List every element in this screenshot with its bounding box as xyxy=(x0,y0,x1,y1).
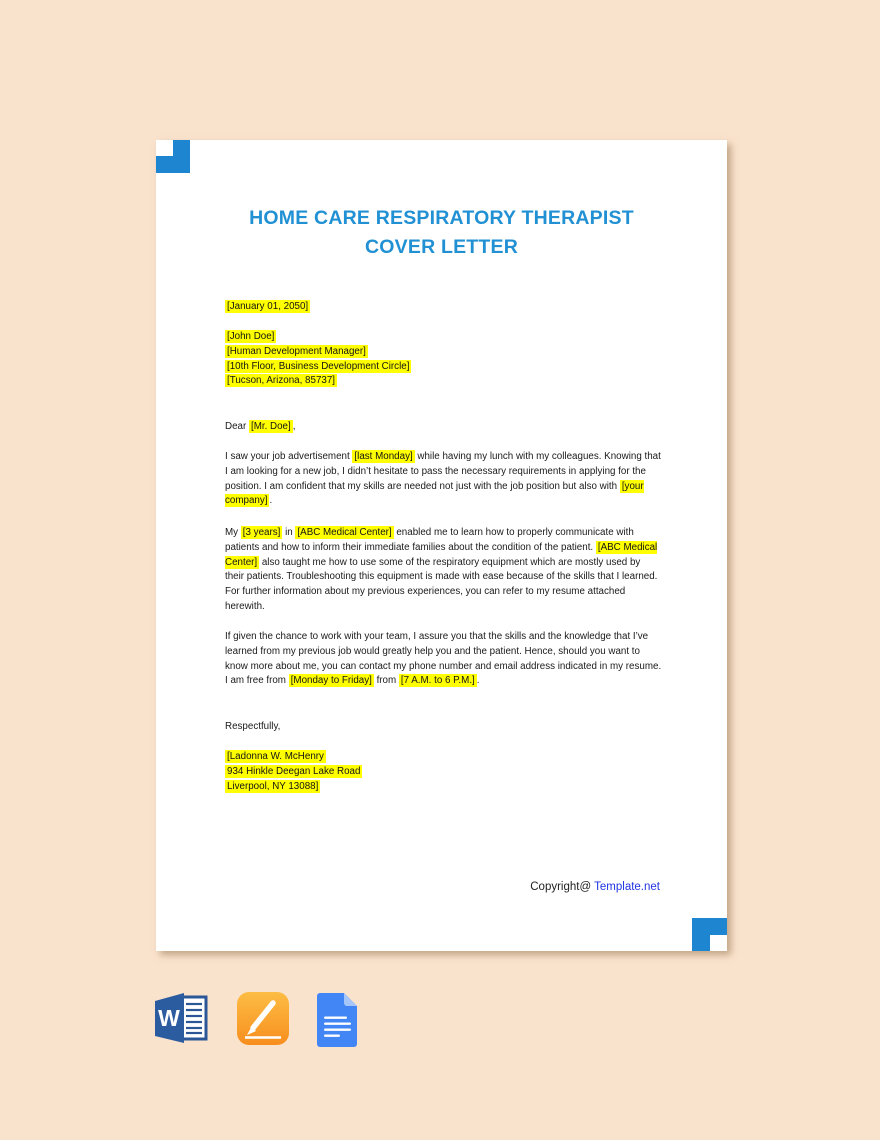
copyright-line xyxy=(530,880,660,894)
signature-line: [Ladonna W. McHenry xyxy=(227,751,324,762)
copyright-prefix: Copyright@ xyxy=(530,881,595,893)
closing: Respectfully, xyxy=(225,721,281,732)
signature-line: Liverpool, NY 13088] xyxy=(227,780,319,792)
svg-text:W: W xyxy=(158,1005,180,1031)
template-net-link[interactable]: Template.net xyxy=(594,881,660,893)
paragraph-3: If given the chance to work with your team, I assure you that the skills and the knowledge that I’ve learned from my previous job would greatly help you and the patient. Hence, should you want to know more about me, you can contact my phone number and email address indicated in my resume. I am free from [Monday to Friday] from [7 A.M. to 6 P.M.] . xyxy=(225,631,662,687)
letter-title xyxy=(156,204,727,262)
letter-page xyxy=(156,140,727,951)
recipient-block xyxy=(225,330,411,389)
recipient-line: [Human Development Manager] xyxy=(227,345,366,357)
paragraph-2: My [3 years] in [ABC Medical Center] enabled me to learn how to properly communicate with patients and how to inform their immediate families about the condition of the patient. [ABC Medical Center] also taught me how to use some of the respiratory equipment which are mostly used by their patients. Troubleshooting this equipment is made with ease because of the skills that I learned. For further information about my previous experiences, you can refer to my resume attached herewith. xyxy=(225,527,658,612)
signature-block xyxy=(225,750,362,794)
salutation: Dear [Mr. Doe] , xyxy=(225,421,296,432)
letter-title-line2: COVER LETTER xyxy=(365,236,518,258)
bottom-right-corner-accent-icon xyxy=(692,918,727,951)
letter-title-line1: HOME CARE RESPIRATORY THERAPIST xyxy=(249,207,634,229)
recipient-line: [10th Floor, Business Development Circle] xyxy=(227,360,410,372)
paragraph-1: I saw your job advertisement [last Monday] while having my lunch with my colleagues. Knowing that I am looking for a new job, I didn’t hesitate to pass the necessary requirements in applying for the position. I am confident that my skills are needed not just with the job position but also with [your company] . xyxy=(225,451,661,507)
apple-pages-icon[interactable] xyxy=(237,992,289,1050)
recipient-line: [John Doe] xyxy=(227,331,275,342)
recipient-line: [Tucson, Arizona, 85737] xyxy=(227,375,336,387)
top-left-corner-accent-icon xyxy=(156,140,190,173)
signature-line: 934 Hinkle Deegan Lake Road xyxy=(227,765,361,777)
google-docs-icon[interactable] xyxy=(317,993,357,1052)
date-placeholder: [January 01, 2050] xyxy=(227,301,309,312)
microsoft-word-icon[interactable] xyxy=(153,991,209,1050)
letter-date xyxy=(225,300,310,315)
